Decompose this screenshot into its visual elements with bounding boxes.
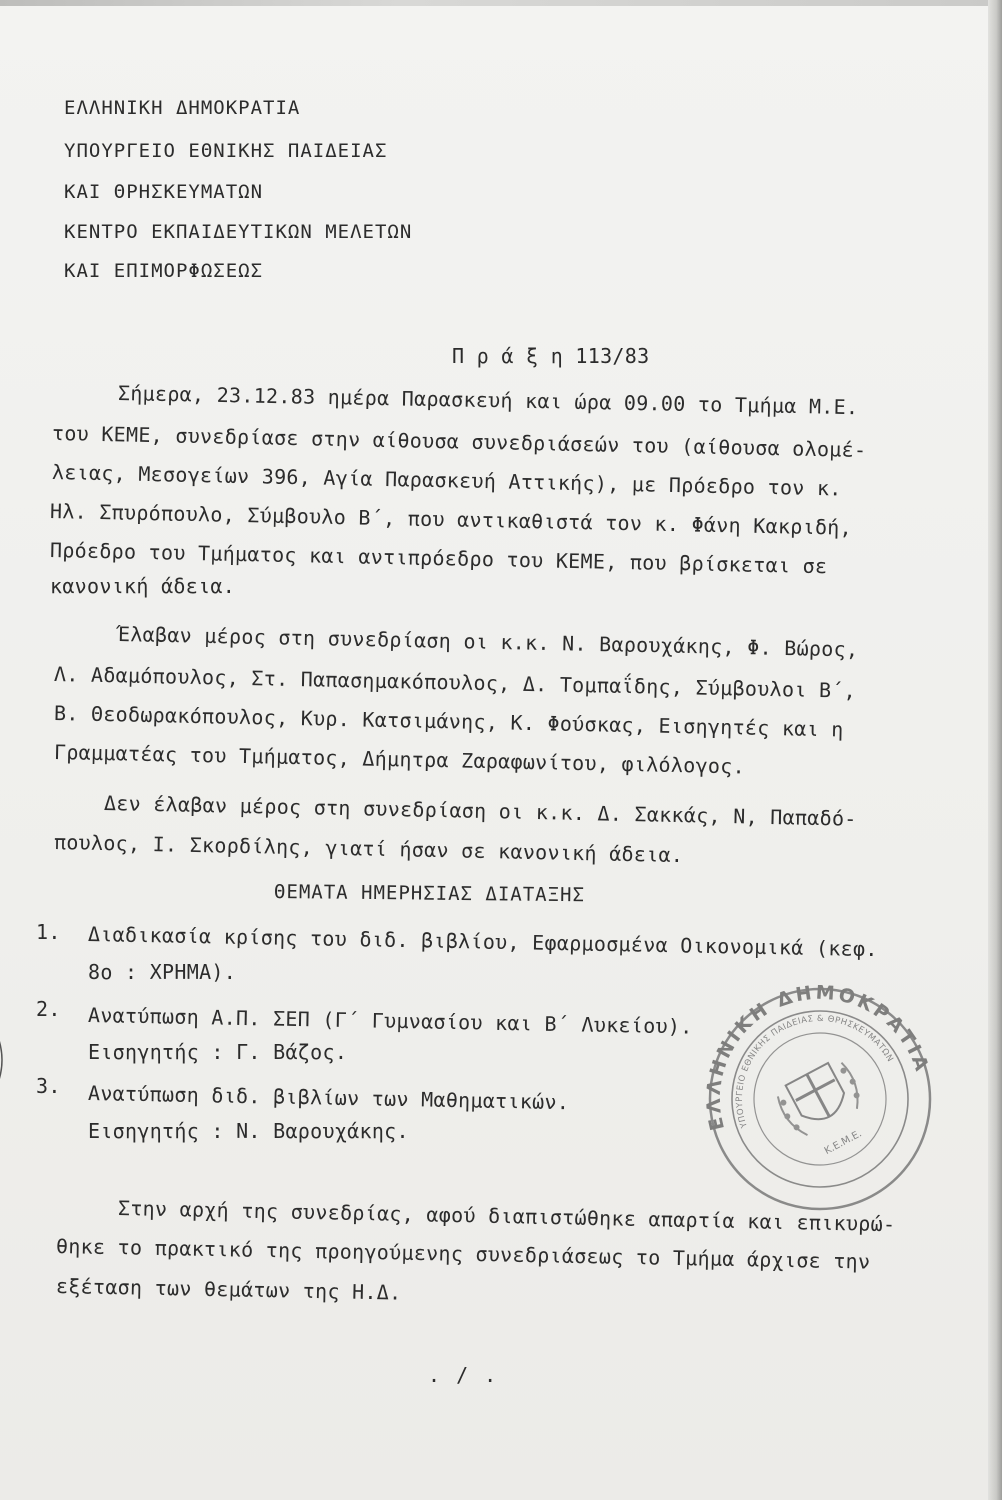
continuation-mark: . / . <box>428 1363 499 1387</box>
agenda-item-1-number: 1. <box>36 920 61 944</box>
agenda-item-1-line-2: 8ο : ΧΡΗΜΑ). <box>88 960 237 984</box>
para1-line-2: του ΚΕΜΕ, συνεδρίασε στην αίθουσα συνεδριάσεών του (αίθουσα ολομέ- <box>51 421 867 463</box>
header-line-5: ΚΑΙ ΕΠΙΜΟΡΦΩΣΕΩΣ <box>64 260 264 282</box>
header-line-1: ΕΛΛΗΝΙΚΗ ΔΗΜΟΚΡΑΤΙΑ <box>64 97 301 119</box>
margin-mark <box>0 1030 12 1090</box>
para1-line-4: Ηλ. Σπυρόπουλο, Σύμβουλο Β΄, που αντικαθιστά τον κ. Φάνη Κακριδή, <box>49 499 853 540</box>
agenda-heading: ΘΕΜΑΤΑ ΗΜΕΡΗΣΙΑΣ ΔΙΑΤΑΞΗΣ <box>273 881 586 907</box>
para2-line-3: Β. Θεοδωρακόπουλος, Κυρ. Κατσιμάνης, Κ. Φούσκας, Εισηγητές και η <box>53 701 844 742</box>
page-top-edge <box>0 0 1002 6</box>
agenda-item-3-line-2: Εισηγητής : Ν. Βαρουχάκης. <box>88 1119 409 1143</box>
para1-line-3: λειας, Μεσογείων 396, Αγία Παρασκευή Αττικής), με Πρόεδρο τον κ. <box>51 460 842 501</box>
agenda-item-3-line-1: Ανατύπωση διδ. βιβλίων των Μαθηματικών. <box>87 1081 570 1115</box>
stamp-inner-text: ΥΠΟΥΡΓΕΙΟ ΕΘΝΙΚΗΣ ΠΑΙΔΕΙΑΣ & ΘΡΗΣΚΕΥΜΑΤΩΝ <box>734 1013 896 1130</box>
agenda-item-2-number: 2. <box>36 997 61 1021</box>
stamp-bottom-text: Κ.Ε.Μ.Ε. <box>822 1128 864 1158</box>
para1-line-1: Σήμερα, 23.12.83 ημέρα Παρασκευή και ώρα 09.00 το Τμήμα Μ.Ε. <box>117 381 859 420</box>
header-line-4: ΚΕΝΤΡΟ ΕΚΠΑΙΔΕΥΤΙΚΩΝ ΜΕΛΕΤΩΝ <box>64 221 413 243</box>
header-line-3: ΚΑΙ ΘΡΗΣΚΕΥΜΑΤΩΝ <box>64 181 264 203</box>
para3-line-1: Δεν έλαβαν μέρος στη συνεδρίαση οι κ.κ. Δ. Σακκάς, Ν, Παπαδό- <box>103 791 857 831</box>
para4-line-1: Στην αρχή της συνεδρίας, αφού διαπιστώθηκε απαρτία και επικυρώ- <box>117 1196 896 1237</box>
para2-line-4: Γραμματέας του Τμήματος, Δήμητρα Ζαραφωνίτου, φιλόλογος. <box>53 740 746 779</box>
stamp-outer-text: ΕΛΛΗΝΙΚΗ ΔΗΜΟΚΡΑΤΙΑ <box>706 985 934 1133</box>
agenda-item-3-number: 3. <box>36 1074 61 1098</box>
para3-line-2: πουλος, Ι. Σκορδίλης, γιατί ήσαν σε κανονική άδεια. <box>53 830 684 868</box>
agenda-item-2-line-1: Ανατύπωση Α.Π. ΣΕΠ (Γ΄ Γυμνασίου και Β΄ Λυκείου). <box>87 1003 693 1039</box>
para2-line-2: Λ. Αδαμόπουλος, Στ. Παπασημακόπουλος, Δ. Τομπαΐδης, Σύμβουλοι Β΄, <box>53 662 857 703</box>
header-line-2: ΥΠΟΥΡΓΕΙΟ ΕΘΝΙΚΗΣ ΠΑΙΔΕΙΑΣ <box>64 140 388 162</box>
document-title: Π ρ ά ξ η 113/83 <box>452 344 650 368</box>
para1-line-5: Πρόεδρο του Τμήματος και αντιπρόεδρο του ΚΕΜΕ, που βρίσκεται σε <box>49 538 828 579</box>
official-stamp <box>706 985 934 1213</box>
stamp-seal-graphic <box>706 985 934 1213</box>
agenda-item-2-line-2: Εισηγητής : Γ. Βάζος. <box>88 1040 348 1064</box>
para1-line-6: κανονική άδεια. <box>50 574 236 598</box>
para2-line-1: Έλαβαν μέρος στη συνεδρίαση οι κ.κ. Ν. Βαρουχάκης, Φ. Βώρος, <box>117 622 859 662</box>
agenda-item-1-line-1: Διαδικασία κρίσης του διδ. βιβλίου, Εφαρμοσμένα Οικονομικά (κεφ. <box>87 922 878 962</box>
page-right-edge <box>988 0 1002 1500</box>
para4-line-3: εξέταση των θεμάτων της Η.Δ. <box>55 1274 402 1305</box>
para4-line-2: θηκε το πρακτικό της προηγούμενης συνεδριάσεως το Τμήμα άρχισε την <box>55 1234 871 1274</box>
